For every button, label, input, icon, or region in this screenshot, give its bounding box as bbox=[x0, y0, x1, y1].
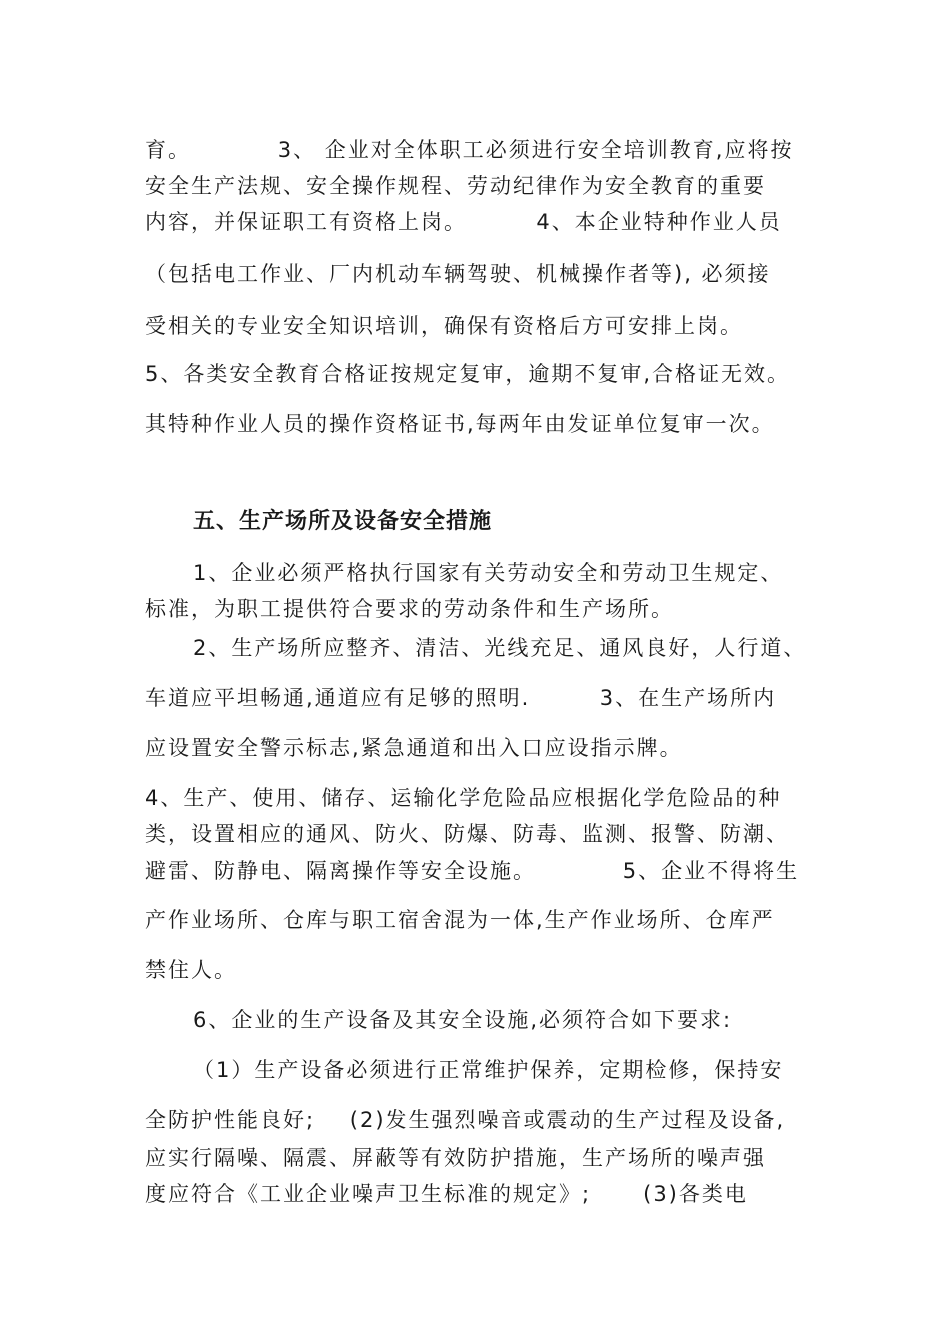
text-line: 避雷、防静电、隔离操作等安全设施。 5、企业不得将生 bbox=[145, 859, 800, 883]
text-line: 6、企业的生产设备及其安全设施,必须符合如下要求: bbox=[193, 1008, 733, 1032]
text-line: 车道应平坦畅通,通道应有足够的照明. 3、在生产场所内 bbox=[145, 686, 777, 710]
text-line: 标准，为职工提供符合要求的劳动条件和生产场所。 bbox=[145, 597, 674, 621]
text-line: 全防护性能良好; (2)发生强烈噪音或震动的生产过程及设备, bbox=[145, 1108, 786, 1132]
text-line: 4、生产、使用、储存、运输化学危险品应根据化学危险品的种 bbox=[145, 786, 782, 810]
text-line: 育。 3、 企业对全体职工必须进行安全培训教育,应将按 bbox=[145, 138, 794, 162]
text-line: （包括电工作业、厂内机动车辆驾驶、机械操作者等), 必须接 bbox=[145, 262, 771, 286]
text-line: （1）生产设备必须进行正常维护保养，定期检修，保持安 bbox=[193, 1058, 784, 1082]
text-line: 其特种作业人员的操作资格证书,每两年由发证单位复审一次。 bbox=[145, 412, 775, 436]
text-line: 2、生产场所应整齐、清洁、光线充足、通风良好，人行道、 bbox=[193, 636, 807, 660]
text-line: 5、各类安全教育合格证按规定复审，逾期不复审,合格证无效。 bbox=[145, 362, 791, 386]
text-line: 产作业场所、仓库与职工宿舍混为一体,生产作业场所、仓库严 bbox=[145, 908, 775, 932]
text-line: 内容，并保证职工有资格上岗。 4、本企业特种作业人员 bbox=[145, 210, 782, 234]
text-line: 禁住人。 bbox=[145, 958, 237, 982]
text-line: 度应符合《工业企业噪声卫生标准的规定》; (3)各类电 bbox=[145, 1182, 748, 1206]
text-line: 1、企业必须严格执行国家有关劳动安全和劳动卫生规定、 bbox=[193, 561, 784, 585]
text-line: 类，设置相应的通风、防火、防爆、防毒、监测、报警、防潮、 bbox=[145, 822, 789, 846]
section-heading: 五、生产场所及设备安全措施 bbox=[193, 509, 493, 534]
text-line: 受相关的专业安全知识培训，确保有资格后方可安排上岗。 bbox=[145, 314, 743, 338]
text-line: 应实行隔噪、隔震、屏蔽等有效防护措施，生产场所的噪声强 bbox=[145, 1146, 766, 1170]
text-line: 安全生产法规、安全操作规程、劳动纪律作为安全教育的重要 bbox=[145, 174, 766, 198]
text-line: 应设置安全警示标志,紧急通道和出入口应设指示牌。 bbox=[145, 736, 683, 760]
